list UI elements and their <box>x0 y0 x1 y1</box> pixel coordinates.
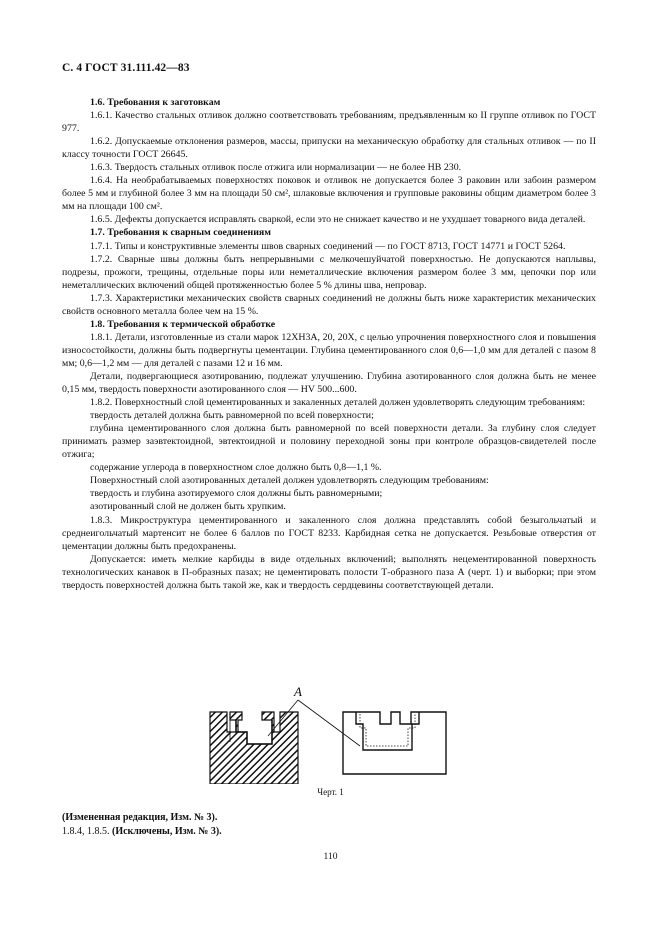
paragraph: 1.7.2. Сварные швы должны быть непрерывными с мелкочешуйчатой поверхностью. Не допускаются наплывы, подрезы, прожоги, трещины, отдельные поры или неметаллические включения размером более 3 мм, цепочки пор или неметаллических включений общей протяженностью более 5 % длины шва, непровар. <box>62 253 596 291</box>
page-header: С. 4 ГОСТ 31.111.42—83 <box>62 62 190 74</box>
paragraph: твердость и глубина азотируемого слоя должны быть равномерными; <box>90 488 383 500</box>
paragraph: 1.6.1. Качество стальных отливок должно соответствовать требованиям, предъявленным ко II группе отливок по ГОСТ 977. <box>62 110 596 135</box>
paragraph: глубина цементированного слоя должна быть равномерной по всей поверхности детали. За глубину слоя следует принимать размер заэвтектоидной, эвтектоидной и половину переходной зоны при контроле образцов-свидетелей после отжига; <box>62 423 596 461</box>
figure-caption: Черт. 1 <box>317 787 344 797</box>
paragraph: 1.7.3. Характеристики механических свойств сварных соединений не должны быть ниже характеристик механических свойств основного металла более чем на 15 %. <box>62 292 596 317</box>
figure-label-a: А <box>294 684 302 699</box>
right-outline-profile <box>343 712 446 774</box>
paragraph: 1.7.1. Типы и конструктивные элементы швов сварных соединений — по ГОСТ 8713, ГОСТ 14771 и ГОСТ 5264. <box>90 240 566 252</box>
paragraph: 1.6.3. Твердость стальных отливок после отжига или нормализации — не более НВ 230. <box>90 162 462 174</box>
page-number: 110 <box>323 852 338 862</box>
paragraph: 1.6.5. Дефекты допускается исправлять сваркой, если это не снижает качество и не ухудшает товарного вида деталей. <box>90 214 586 226</box>
left-section-profile <box>210 712 298 784</box>
paragraph: 1.8.2. Поверхностный слой цементированных и закаленных деталей должен удовлетворять следующим требованиям: <box>90 397 586 409</box>
paragraph: содержание углерода в поверхностном слое должно быть 0,8—1,1 %. <box>90 462 382 474</box>
paragraph: твердость деталей должна быть равномерной по всей поверхности; <box>90 410 374 422</box>
excluded-note <box>62 826 222 837</box>
document-body <box>62 96 596 592</box>
section-heading: 1.7. Требования к сварным соединениям <box>90 227 272 239</box>
paragraph: азотированный слой не должен быть хрупким. <box>90 501 286 513</box>
excluded-note-items: 1.8.4, 1.8.5. <box>62 826 112 837</box>
paragraph: 1.8.1. Детали, изготовленные из стали марок 12ХН3А, 20, 20Х, с целью упрочнения поверхностного слоя и повышения износостойкости, должны быть подвергнуты цементации. Глубина цементированного слоя 0,6—1,0 мм для деталей с пазом 8 мм; 0,6—1,2 мм — для деталей с пазами 12 и 16 мм. <box>62 331 596 369</box>
paragraph: 1.6.2. Допускаемые отклонения размеров, массы, припуски на механическую обработку для стальных отливок — по II классу точности ГОСТ 26645. <box>62 136 596 161</box>
paragraph: Допускается: иметь мелкие карбиды в виде отдельных включений; выполнять нецементированной поверхность технологических канавок в П-образных пазах; не цементировать полости Т-образного паза А (черт. 1) и выборки; при этом твердость поверхностей должна быть такой же, как и твердость сердцевины соответствующей детали. <box>62 553 596 591</box>
section-heading: 1.8. Требования к термической обработке <box>90 318 276 330</box>
figure-drawing-1 <box>200 684 560 784</box>
paragraph: 1.6.4. На необрабатываемых поверхностях поковок и отливок не допускается более 3 раковин или забоин размером более 5 мм и глубиной более 3 мм на площади 50 см², шлаковые включения и групповые раковины общим диаметром более 3 мм на площади 100 см². <box>62 175 596 213</box>
paragraph: Поверхностный слой азотированных деталей должен удовлетворять следующим требованиям: <box>90 475 489 487</box>
amendment-note: (Измененная редакция, Изм. № 3). <box>62 812 218 823</box>
section-heading: 1.6. Требования к заготовкам <box>90 97 221 108</box>
excluded-note-status: (Исключены, Изм. № 3). <box>112 826 222 837</box>
paragraph: 1.8.3. Микроструктура цементированного и закаленного слоя должна представлять собой безыгольчатый и среднеигольчатый мартенсит не более 6 баллов по ГОСТ 8233. Карбидная сетка не допускается. Резьбовые отверстия от цементации должны быть предохранены. <box>62 514 596 552</box>
paragraph: Детали, подвергающиеся азотированию, подлежат улучшению. Глубина азотированного слоя должна быть не менее 0,15 мм, твердость поверхности азотированного слоя — HV 500...600. <box>62 370 596 396</box>
